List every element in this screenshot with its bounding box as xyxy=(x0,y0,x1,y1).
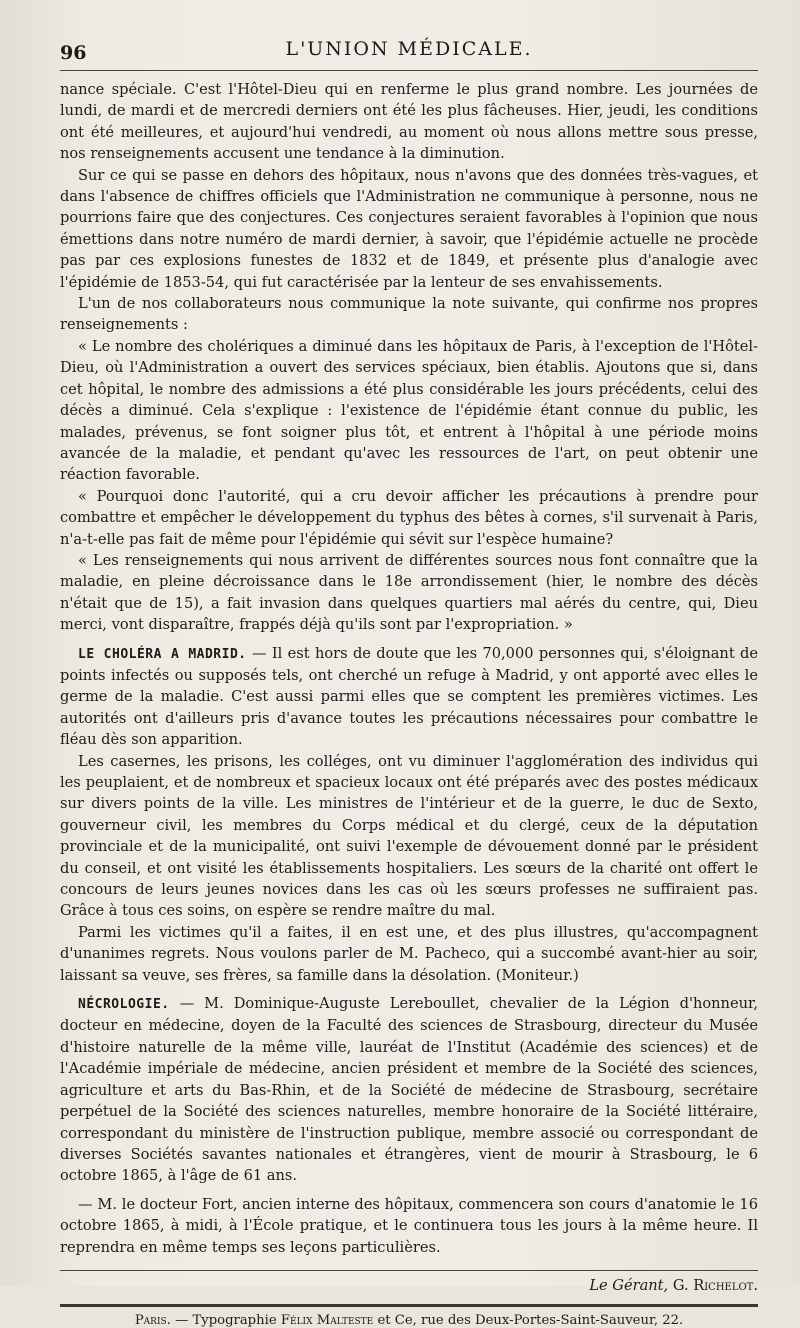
paragraph-text: L'un de nos collaborateurs nous communique la note suivante, qui confirme nos propres renseignements : xyxy=(60,295,758,334)
paragraph-text: — M. le docteur Fort, ancien interne des hôpitaux, commencera son cours d'anatomie le 16 octobre 1865, à midi, à l'École pratique, et le continuera tous les jours à la même heure. Il reprendra en même temps ses leçons particulières. xyxy=(60,1195,758,1256)
paragraph xyxy=(60,79,758,165)
paragraph-text: « Les renseignements qui nous arrivent de différentes sources nous font connaître que la maladie, en pleine décroissance dans le 18e arrondissement (hier, le nombre des décès n'était que de 15), a fait invasion dans quelques quartiers mal aérés du centre, qui, Dieu merci, vont disparaître, frappés déjà qu'ils sont par l'expropriation. » xyxy=(60,551,758,634)
paragraph-text: Les casernes, les prisons, les colléges, ont vu diminuer l'agglomération des individus qui les peuplaient, et de nombreux et spacieux locaux ont été préparés avec des postes médicaux sur divers points de la ville. Les ministres de l'intérieur et de la guerre, le duc de Sexto, gouverneur civil, les membres du Corps médical et du clergé, ceux de la députation provinciale et de la municipalité, ont suivi l'exemple de dévouement donné par le président du conseil, et ont visité les établissements hospitaliers. Les sœurs de la charité ont offert le concours de leurs jeunes novices dans les cas où les sœurs professes ne suffiraient pas. Grâce à tous ces soins, on espère se rendre maître du mal. xyxy=(60,752,758,920)
paragraph xyxy=(60,751,758,922)
paragraph xyxy=(60,293,758,336)
signature-label: Le Gérant, xyxy=(589,1276,669,1294)
paragraph-text: Sur ce qui se passe en dehors des hôpitaux, nous n'avons que des données très-vagues, et dans l'absence de chiffres officiels que l'Administration ne communique à personne, nous ne pourrions faire que des conjectures. Ces conjectures seraient favorables à l'opinion que nous émettions dans notre numéro de mardi dernier, à savoir, que l'épidémie actuelle ne procède pas par ces explosions funestes de 1832 et de 1849, et présente plus d'analogie avec l'épidémie de 1853-54, qui fut caractérisée par la lenteur de ses envahissements. xyxy=(60,166,758,291)
imprint-address: et Ce, rue des Deux-Portes-Saint-Sauveur, 22. xyxy=(373,1312,684,1328)
running-head: L'UNION MÉDICALE. xyxy=(285,38,533,60)
paragraph xyxy=(60,643,758,751)
article-body xyxy=(60,79,758,1258)
paragraph xyxy=(60,993,758,1187)
paragraph-text: « Le nombre des cholériques a diminué dans les hôpitaux de Paris, à l'exception de l'Hôtel-Dieu, où l'Administration a ouvert des services spéciaux, bien établis. Ajoutons que si, dans cet hôpital, le nombre des admissions a été plus considérable les jours précédents, celui des décès a diminué. Cela s'explique : l'existence de l'épidémie étant connue du public, les malades, prévenus, se font soigner plus tôt, et entrent à l'hôpital à une période moins avancée de la maladie, et pendant qu'avec les ressources de l'art, on peut obtenir une réaction favorable. xyxy=(60,337,758,484)
paragraph-text: Parmi les victimes qu'il a faites, il en est une, et des plus illustres, qu'accompagnent d'unanimes regrets. Nous voulons parler de M. Pacheco, qui a succombé avant-hier au soir, laissant sa veuve, ses frères, sa famille dans la désolation. (Moniteur.) xyxy=(60,923,758,984)
paragraph-text: — Il est hors de doute que les 70,000 personnes qui, s'éloignant de points infectés ou supposés tels, ont cherché un refuge à Madrid, y ont apporté avec elles le germe de la maladie. C'est aussi parmi elles que se comptent les premières victimes. Les autorités ont d'ailleurs pris d'avance toutes les précautions nécessaires pour combattre le fléau dès son apparition. xyxy=(60,644,758,749)
paragraph-text: nance spéciale. C'est l'Hôtel-Dieu qui en renferme le plus grand nombre. Les journées de lundi, de mardi et de mercredi derniers ont été les plus fâcheuses. Hier, jeudi, les conditions ont été meilleures, et aujourd'hui vendredi, au moment où nous allons mettre sous presse, nos renseignements accusent une tendance à la diminution. xyxy=(60,81,758,163)
signature xyxy=(60,1270,758,1294)
paragraph xyxy=(60,486,758,550)
section-kicker: NÉCROLOGIE. xyxy=(78,997,170,1013)
paragraph xyxy=(60,1194,758,1258)
paragraph xyxy=(60,550,758,636)
paragraph-text: « Pourquoi donc l'autorité, qui a cru devoir afficher les précautions à prendre pour combattre et empêcher le développement du typhus des bêtes à cornes, s'il survenait à Paris, n'a-t-elle pas fait de même pour l'épidémie qui sévit sur l'espèce humaine? xyxy=(60,487,758,548)
paragraph xyxy=(60,336,758,486)
paragraph xyxy=(60,922,758,986)
imprint-text: — Typographie xyxy=(170,1312,281,1328)
section-kicker: LE CHOLÉRA A MADRID. xyxy=(78,646,247,662)
imprint-printer: Félix Malteste xyxy=(280,1312,374,1328)
page-header xyxy=(60,30,758,71)
page-number: 96 xyxy=(60,42,87,64)
paragraph-text: — M. Dominique-Auguste Lereboullet, chevalier de la Légion d'honneur, docteur en médecine, doyen de la Faculté des sciences de Strasbourg, directeur du Musée d'histoire naturelle de la même ville, lauréat de l'Institut (Académie des sciences) et de l'Académie impériale de médecine, ancien président et membre de la Société des sciences, agriculture et arts du Bas-Rhin, et de la Société de médecine de Strasbourg, secrétaire perpétuel de la Société des sciences naturelles, membre honoraire de la Société littéraire, correspondant du ministère de l'instruction publique, membre associé ou correspondant de diverses Sociétés savantes nationales et étrangères, vient de mourir à Strasbourg, le 6 octobre 1865, à l'âge de 61 ans. xyxy=(60,995,758,1185)
signature-name: G. Richelot. xyxy=(672,1276,758,1294)
imprint-city: Paris. xyxy=(134,1312,171,1328)
printer-imprint xyxy=(60,1304,758,1328)
paragraph xyxy=(60,165,758,293)
